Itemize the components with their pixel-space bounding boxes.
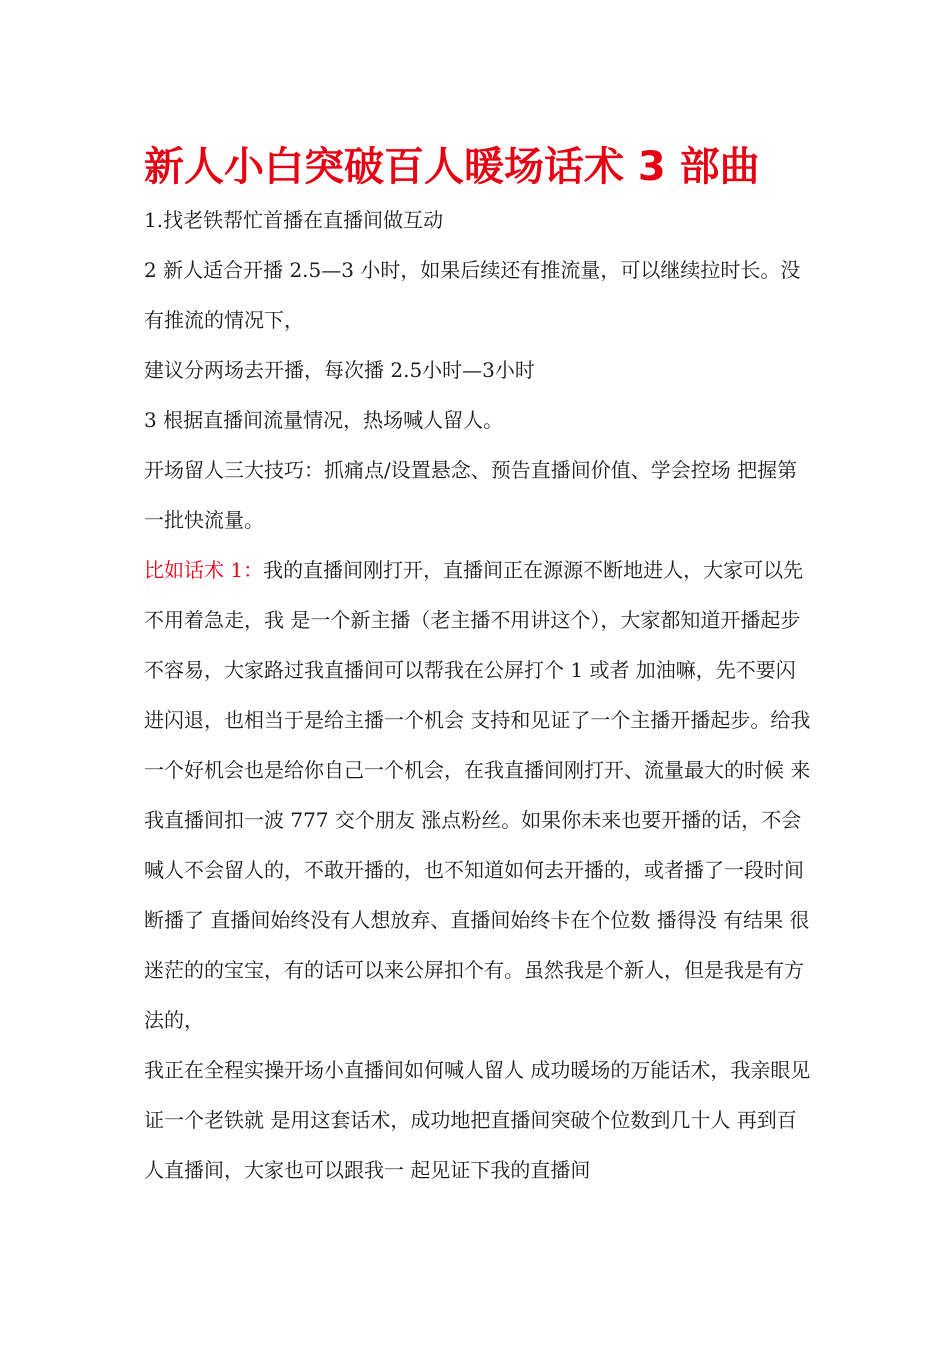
example-label: 比如话术 1：	[144, 558, 264, 582]
closing-paragraph: 我正在全程实操开场小直播间如何喊人留人 成功暖场的万能话术，我亲眼见证一个老铁就 是用这套话术，成功地把直播间突破个位数到几十人 再到百人直播间，大家也可以跟我一 起见证下我的直播间	[144, 1058, 811, 1182]
paragraph-2: 2 新人适合开播 2.5—3 小时，如果后续还有推流量，可以继续拉时长。没有推流的情况下，	[144, 258, 801, 332]
document-body	[144, 195, 812, 1195]
example-text: 我的直播间刚打开，直播间正在源源不断地进人，大家可以先不用着急走，我 是一个新主播（老主播不用讲这个），大家都知道开播起步不容易，大家路过我直播间可以帮我在公屏打个 1 或者 加油嘛，先不要闪进闪退，也相当于是给主播一个机会 支持和见证了一个主播开播起步。给我一个好机会也是给你自己一个机会，在我直播间刚打开、流量最大的时候 来我直播间扣一波 777 交个朋友 涨点粉丝。如果你未来也要开播的话，不会喊人不会留人的，不敢开播的，也不知道如何去开播的，或者播了一段时间断播了 直播间始终没有人想放弃、直播间始终卡在个位数 播得没 有结果 很迷茫的的宝宝，有的话可以来公屏扣个有。虽然我是个新人，但是我是有方法的，	[144, 558, 811, 1032]
paragraph-4: 3 根据直播间流量情况，热场喊人留人。	[144, 408, 504, 432]
paragraph-1: 1.找老铁帮忙首播在直播间做互动	[144, 208, 444, 232]
example-paragraph	[144, 545, 812, 1045]
paragraph-5: 开场留人三大技巧：抓痛点/设置悬念、预告直播间价值、学会控场 把握第一批快流量。	[144, 458, 798, 532]
paragraph-3: 建议分两场去开播，每次播 2.5小时—3小时	[144, 358, 535, 382]
document-title: 新人小白突破百人暖场话术 3 部曲	[144, 144, 760, 190]
